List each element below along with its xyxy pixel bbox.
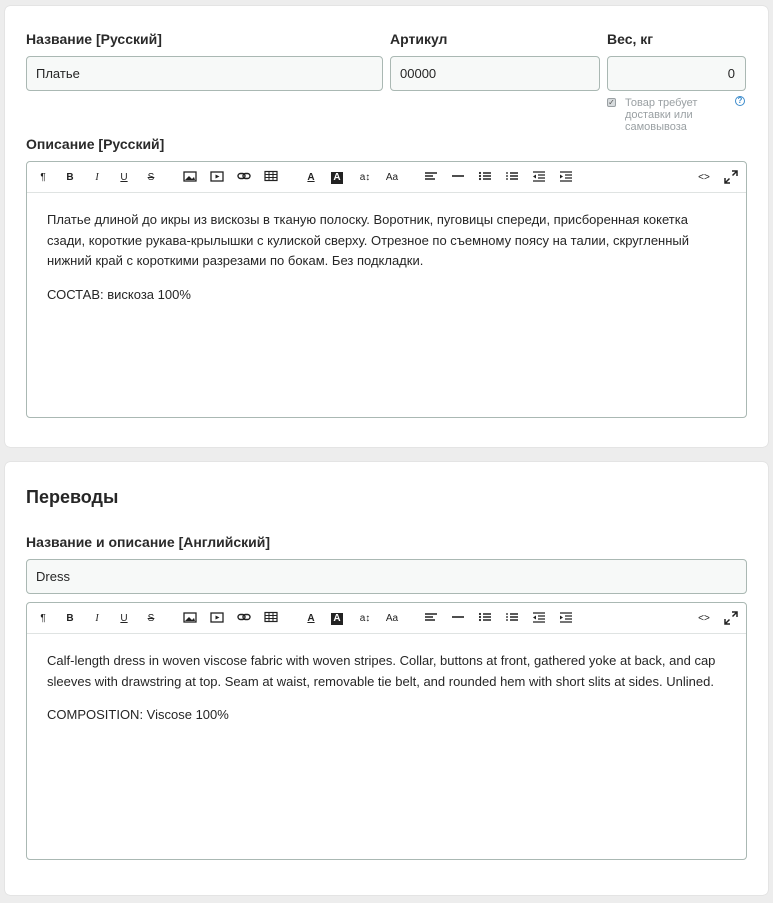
code-view-icon[interactable]: <> xyxy=(698,613,710,624)
en-description-content[interactable] xyxy=(27,634,746,726)
video-icon[interactable] xyxy=(209,611,225,627)
italic-icon[interactable]: I xyxy=(95,172,99,183)
en-name-input[interactable]: Dress xyxy=(26,559,747,594)
description-paragraph: Платье длиной до икры из вискозы в тканую полоску. Воротник, пуговицы спереди, присборенная кокетка сзади, короткие рукава-крылышки с кулиской сверху. Отрезное по съемному поясу на талии, скругленный нижний край с короткими разрезами по бокам. Без подкладки. xyxy=(47,212,690,268)
ordered-list-icon[interactable] xyxy=(504,170,520,186)
link-icon[interactable] xyxy=(236,170,252,186)
bold-icon[interactable]: B xyxy=(66,172,74,183)
table-icon[interactable] xyxy=(263,611,279,627)
font-color-icon[interactable]: A xyxy=(307,172,315,183)
description-paragraph: СОСТАВ: вискоза 100% xyxy=(47,286,191,302)
text-case-icon[interactable]: Aa xyxy=(385,172,399,183)
description-paragraph: COMPOSITION: Viscose 100% xyxy=(47,707,229,722)
unordered-list-icon[interactable] xyxy=(477,611,493,627)
horizontal-rule-icon[interactable] xyxy=(450,170,466,186)
indent-icon[interactable] xyxy=(558,170,574,186)
fullscreen-icon[interactable] xyxy=(723,611,739,627)
help-icon[interactable]: ? xyxy=(735,96,745,106)
outdent-icon[interactable] xyxy=(531,611,547,627)
description-label: Описание [Русский] xyxy=(26,136,165,152)
shipping-checkbox-label: Товар требует доставки или самовывоза xyxy=(625,97,698,133)
description-editor[interactable] xyxy=(26,161,747,418)
paragraph-icon[interactable]: ¶ xyxy=(40,172,46,183)
product-info-card xyxy=(5,6,768,447)
link-icon[interactable] xyxy=(236,611,252,627)
name-input[interactable]: Платье xyxy=(26,56,383,91)
font-size-icon[interactable]: a↕ xyxy=(359,613,371,624)
font-color-icon[interactable]: A xyxy=(307,613,315,624)
ordered-list-icon[interactable] xyxy=(504,611,520,627)
description-content[interactable] xyxy=(27,193,746,305)
bold-icon[interactable]: B xyxy=(66,613,74,624)
editor-toolbar xyxy=(27,603,746,634)
table-icon[interactable] xyxy=(263,170,279,186)
weight-label: Вес, кг xyxy=(607,31,654,47)
background-color-icon[interactable]: A xyxy=(331,172,343,184)
italic-icon[interactable]: I xyxy=(95,613,99,624)
align-icon[interactable] xyxy=(423,611,439,627)
fullscreen-icon[interactable] xyxy=(723,170,739,186)
name-label: Название [Русский] xyxy=(26,31,162,47)
unordered-list-icon[interactable] xyxy=(477,170,493,186)
description-paragraph: Calf-length dress in woven viscose fabric with woven stripes. Collar, buttons at front, gathered yoke at back, and cap sleeves with drawstring at top. Seam at waist, removable tie belt, and rounded hem with short slits at sides. Unlined. xyxy=(47,653,716,689)
underline-icon[interactable]: U xyxy=(120,172,128,183)
align-icon[interactable] xyxy=(423,170,439,186)
strikethrough-icon[interactable]: S xyxy=(147,172,155,183)
sku-input[interactable]: 00000 xyxy=(390,56,600,91)
en-description-editor[interactable] xyxy=(26,602,747,860)
paragraph-icon[interactable]: ¶ xyxy=(40,613,46,624)
translations-card xyxy=(5,462,768,895)
outdent-icon[interactable] xyxy=(531,170,547,186)
indent-icon[interactable] xyxy=(558,611,574,627)
image-icon[interactable] xyxy=(182,611,198,627)
video-icon[interactable] xyxy=(209,170,225,186)
translations-title: Переводы xyxy=(26,487,119,507)
code-view-icon[interactable]: <> xyxy=(698,172,710,183)
font-size-icon[interactable]: a↕ xyxy=(359,172,371,183)
sku-label: Артикул xyxy=(390,31,448,47)
background-color-icon[interactable]: A xyxy=(331,613,343,625)
en-name-label: Название и описание [Английский] xyxy=(26,534,271,550)
weight-input[interactable]: 0 xyxy=(607,56,746,91)
shipping-checkbox[interactable]: ✓ xyxy=(608,98,615,107)
underline-icon[interactable]: U xyxy=(120,613,128,624)
image-icon[interactable] xyxy=(182,170,198,186)
horizontal-rule-icon[interactable] xyxy=(450,611,466,627)
text-case-icon[interactable]: Aa xyxy=(385,613,399,624)
editor-toolbar xyxy=(27,162,746,193)
strikethrough-icon[interactable]: S xyxy=(147,613,155,624)
